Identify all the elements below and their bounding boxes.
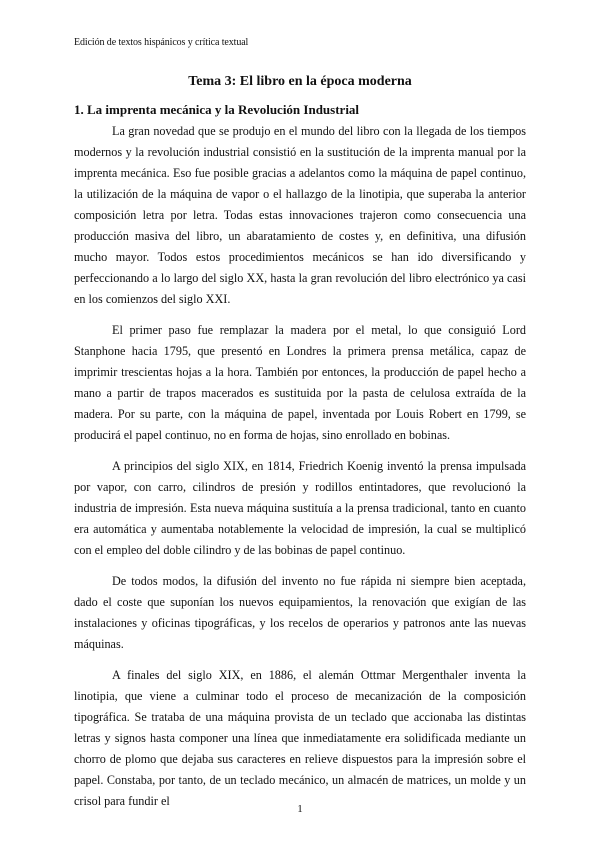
running-header: Edición de textos hispánicos y crítica textual bbox=[74, 37, 249, 48]
document-title: Tema 3: El libro en la época moderna bbox=[188, 74, 412, 89]
paragraph: La gran novedad que se produjo en el mundo del libro con la llegada de los tiempos modernos y la revolución industrial consistió en la sustitución de la imprenta manual por la imprenta mecánica. Eso fue posible gracias a adelantos como la máquina de papel continuo, la utilización de la máquina de vapor o el hallazgo de la linotipia, que superaba la anterior composición letra por letra. Todas estas innovaciones trajeron como consecuencia una producción masiva del libro, un abaratamiento de costes y, en definitiva, una difusión mucho mayor. Todos estos procedimientos mecánicos se han ido diversificando y perfeccionando a lo largo del siglo XX, hasta la gran revolución del libro electrónico ya casi en los comienzos del siglo XXI. bbox=[74, 124, 526, 306]
paragraph: El primer paso fue remplazar la madera por el metal, lo que consiguió Lord Stanphone hacia 1795, que presentó en Londres la primera prensa metálica, capaz de imprimir trescientas hojas a la hora. También por entonces, la producción de papel hecho a mano a partir de trapos macerados es sustituida por la pasta de celulosa extraída de la madera. Por su parte, con la máquina de papel, inventada por Louis Robert en 1799, se producirá el papel continuo, no en forma de hojas, sino enrollado en bobinas. bbox=[74, 323, 526, 442]
section-heading: 1. La imprenta mecánica y la Revolución Industrial bbox=[74, 102, 360, 117]
paragraph: A principios del siglo XIX, en 1814, Friedrich Koenig inventó la prensa impulsada por vapor, con carro, cilindros de presión y rodillos entintadores, que revolucionó la industria de impresión. Esta nueva máquina sustituía a la prensa tradicional, tanto en cuanto era automática y aumentaba notablemente la velocidad de impresión, la cual se multiplicó con el empleo del doble cilindro y de las bobinas de papel continuo. bbox=[74, 459, 526, 557]
paragraph: De todos modos, la difusión del invento no fue rápida ni siempre bien aceptada, dado el coste que suponían los nuevos equipamientos, la renovación que exigían de las instalaciones y oficinas tipográficas, y los recelos de operarios y patronos ante las nuevas máquinas. bbox=[74, 574, 526, 651]
paragraph: A finales del siglo XIX, en 1886, el alemán Ottmar Mergenthaler inventa la linotipia, que viene a culminar todo el proceso de mecanización de la composición tipográfica. Se trataba de una máquina provista de un teclado que accionaba las distintas letras y signos hasta componer una línea que inmediatamente era solidificada mediante un chorro de plomo que dejaba sus caracteres en relieve dispuestos para la impresión sobre el papel. Constaba, por tanto, de un teclado mecánico, un almacén de matrices, un molde y un crisol para fundir el bbox=[74, 668, 526, 808]
page-number: 1 bbox=[297, 803, 303, 815]
body-text bbox=[74, 121, 526, 822]
